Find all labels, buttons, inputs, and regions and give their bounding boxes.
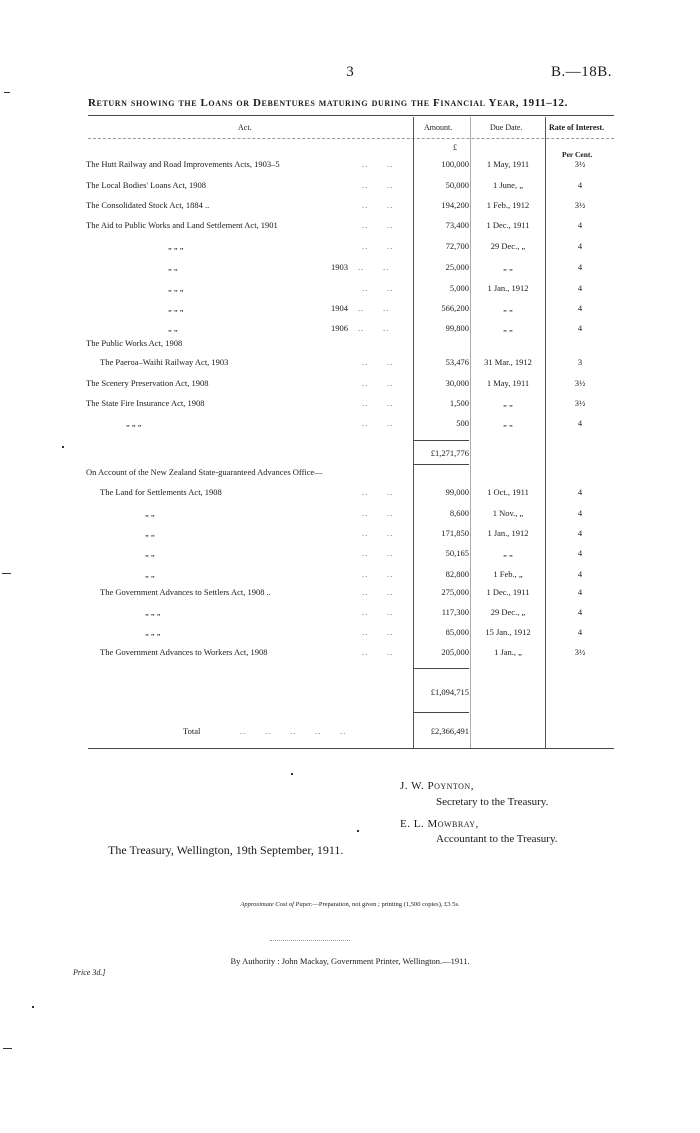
leader-dots: .. .. [362,548,394,558]
rate-cell: 4 [577,241,583,251]
rate-cell: 4 [577,528,583,538]
leader-dots: .. .. [362,378,394,388]
act-name: „ „ [145,528,155,538]
act-name: The Land for Settlements Act, 1908 [100,487,222,497]
due-date-cell: 1 Jan., „ [494,647,522,657]
column-header-amount: Amount. [424,123,453,132]
due-date-cell: 1 Jan., 1912 [487,283,529,293]
act-name: „ „ „ [168,283,184,293]
amount-cell: 72,700 [445,241,469,251]
leader-dots: .. .. [362,627,394,637]
leader-dots: .. .. [362,200,394,210]
public-works-heading: The Public Works Act, 1908 [86,338,183,348]
table-row [0,283,700,297]
act-name: The Government Advances to Workers Act, 1908 [100,647,268,657]
due-date-cell: 1 Nov., „ [492,508,524,518]
amount-cell: 117,300 [441,607,469,617]
act-name: „ „ „ [168,241,184,251]
column-header-rate: Rate of Interest. [549,123,605,132]
amount-cell: 73,400 [445,220,469,230]
header-divider [88,138,614,139]
rate-cell: 3½ [574,200,586,210]
table-row [0,241,700,255]
leader-dots: .. .. [362,220,394,230]
act-name: The Scenery Preservation Act, 1908 [86,378,209,388]
amount-cell: 85,000 [445,627,469,637]
rate-cell: 3 [577,357,583,367]
rate-cell: 4 [577,418,583,428]
act-name: „ „ „ [168,303,184,313]
subtotal-1-underline [414,464,469,465]
amount-cell: 500 [456,418,469,428]
price: Price 3d.] [73,968,106,977]
due-date-cell: 1 Jan., 1912 [487,528,529,538]
rate-cell: 4 [577,262,583,272]
rate-cell: 4 [577,180,583,190]
due-date-cell: „ „ [503,323,513,333]
rate-cell: 3½ [574,647,586,657]
leader-dots: .. .. [362,508,394,518]
rate-cell: 4 [577,303,583,313]
act-name: The Consolidated Stock Act, 1884 .. [86,200,210,210]
column-header-act: Act. [238,123,252,132]
act-name: The Government Advances to Settlers Act, 1908 .. [100,587,271,597]
act-year: 1903 [331,262,348,272]
amount-cell: 53,476 [445,357,469,367]
amount-cell: 50,000 [445,180,469,190]
leader-dots: .. .. [362,569,394,579]
leader-dots: .. .. [362,418,394,428]
amount-cell: 99,800 [445,323,469,333]
act-name: „ „ „ [126,418,142,428]
table-row [0,487,700,501]
table-top-rule [88,115,614,116]
leader-dots: .. .. [362,487,394,497]
act-name: The Paeroa–Waihi Railway Act, 1903 [100,357,229,367]
treasury-date-line: The Treasury, Wellington, 19th September, 1911. [108,843,344,857]
act-name: „ „ „ [145,627,161,637]
act-name: „ „ [145,548,155,558]
scan-speck [291,773,293,775]
subtotal-2: £1,094,715 [430,687,469,697]
amount-cell: 82,800 [445,569,469,579]
rate-cell: 4 [577,283,583,293]
scan-speck [357,830,359,832]
act-year: 1904 [331,303,348,313]
rate-cell: 3½ [574,398,586,408]
leader-dots: .. .. [362,647,394,657]
due-date-cell: 1 May, 1911 [486,159,530,169]
leader-dots: .. .. [362,607,394,617]
table-row [0,323,700,337]
amount-cell: 275,000 [441,587,469,597]
total-amount: £2,366,491 [430,726,469,736]
leader-dots: .. .. [362,159,394,169]
section-heading-advances-office: On Account of the New Zealand State-guaranteed Advances Office— [86,467,323,477]
subtotal-1-rule [414,440,469,441]
return-title: Return showing the Loans or Debentures maturing during the Financial Year, 1911–12. [88,97,568,109]
act-name: „ „ [145,508,155,518]
table-row [0,200,700,214]
rate-cell: 4 [577,627,583,637]
leader-dots: .. .. [362,283,394,293]
amount-cell: 99,000 [445,487,469,497]
due-date-cell: „ „ [503,418,513,428]
rate-cell: 4 [577,220,583,230]
rate-cell: 4 [577,508,583,518]
amount-cell: 5,000 [449,283,469,293]
scan-speck [32,1006,34,1008]
leader-dots: .. .. [358,303,390,313]
table-bottom-rule [88,748,614,749]
act-name: The State Fire Insurance Act, 1908 [86,398,205,408]
total-label: Total [183,726,201,736]
subtotal-2-underline [414,712,469,713]
printer-authority: By Authority : John Mackay, Government Printer, Wellington.—1911. [230,956,470,966]
subtotal-1: £1,271,776 [430,448,469,458]
rate-cell: 4 [577,569,583,579]
due-date-cell: 1 Dec., 1911 [486,220,530,230]
table-row [0,418,700,432]
due-date-cell: „ „ [503,303,513,313]
scan-speck [2,573,11,574]
act-name: The Aid to Public Works and Land Settlement Act, 1901 [86,220,278,230]
table-row [0,587,700,601]
due-date-cell: 1 June, „ [493,180,523,190]
due-date-cell: 29 Dec., „ [490,607,526,617]
rate-cell: 3½ [574,159,586,169]
table-row [0,508,700,522]
due-date-cell: „ „ [503,262,513,272]
table-row [0,220,700,234]
table-row [0,180,700,194]
rate-cell: 4 [577,487,583,497]
leader-dots: .. .. [362,587,394,597]
table-row [0,262,700,276]
act-name: The Hutt Railway and Road Improvements Acts, 1903–5 [86,159,280,169]
table-row [0,378,700,392]
column-header-due-date: Due Date. [490,123,523,132]
amount-cell: 100,000 [441,159,469,169]
act-year: 1906 [331,323,348,333]
leader-dots: .. .. [358,323,390,333]
leader-dots: .. .. [362,398,394,408]
due-date-cell: 29 Dec., „ [490,241,526,251]
leader-dots: .. .. [362,241,394,251]
act-name: „ „ [168,262,178,272]
rate-cell: 4 [577,323,583,333]
due-date-cell: 1 Dec., 1911 [486,587,530,597]
act-name: „ „ [145,569,155,579]
table-row [0,627,700,641]
amount-cell: 1,500 [449,398,469,408]
amount-unit: £ [453,143,457,152]
leader-dots: .. .. .. .. .. [240,726,347,736]
table-row [0,398,700,412]
page-number: 3 [346,64,354,80]
table-row [0,357,700,371]
table-row [0,303,700,317]
scan-speck [4,92,10,93]
due-date-cell: 31 Mar., 1912 [484,357,532,367]
rate-cell: 4 [577,607,583,617]
document-reference: B.—18B. [550,64,612,80]
table-row [0,647,700,661]
amount-cell: 194,200 [441,200,469,210]
cost-of-paper-note: Approximate Cost of Paper.—Preparation, not given ; printing (1,500 copies), £3 5s. [240,901,460,908]
due-date-cell: „ „ [503,398,513,408]
due-date-cell: 1 Feb., 1912 [486,200,530,210]
signatory-2-name: E. L. Mowbray, [400,818,479,830]
signatory-1-title: Secretary to the Treasury. [436,796,549,808]
table-row [0,548,700,562]
leader-dots: .. .. [358,262,390,272]
footer-divider [270,940,350,941]
leader-dots: .. .. [362,180,394,190]
amount-cell: 8,600 [449,508,469,518]
due-date-cell: 1 Oct., 1911 [487,487,529,497]
signatory-1-name: J. W. Poynton, [400,780,474,792]
amount-cell: 205,000 [441,647,469,657]
due-date-cell: „ „ [503,548,513,558]
rate-cell: 4 [577,587,583,597]
signatory-2-title: Accountant to the Treasury. [436,833,558,845]
scan-speck [62,446,64,448]
amount-cell: 50,165 [445,548,469,558]
amount-cell: 171,850 [441,528,469,538]
amount-cell: 566,200 [441,303,469,313]
rate-cell: 3½ [574,378,586,388]
amount-cell: 30,000 [445,378,469,388]
due-date-cell: 1 May, 1911 [486,378,530,388]
table-row [0,607,700,621]
act-name: „ „ [168,323,178,333]
act-name: „ „ „ [145,607,161,617]
table-row [0,528,700,542]
table-row [0,159,700,173]
due-date-cell: 15 Jan., 1912 [485,627,531,637]
act-name: The Local Bodies' Loans Act, 1908 [86,180,207,190]
table-row [0,569,700,583]
total-row [0,726,700,740]
leader-dots: .. .. [362,528,394,538]
rate-cell: 4 [577,548,583,558]
amount-cell: 25,000 [445,262,469,272]
rate-unit: Per Cent. [562,150,593,159]
subtotal-2-rule [414,668,469,669]
scan-speck [3,1048,12,1049]
leader-dots: .. .. [362,357,394,367]
due-date-cell: 1 Feb., „ [493,569,523,579]
